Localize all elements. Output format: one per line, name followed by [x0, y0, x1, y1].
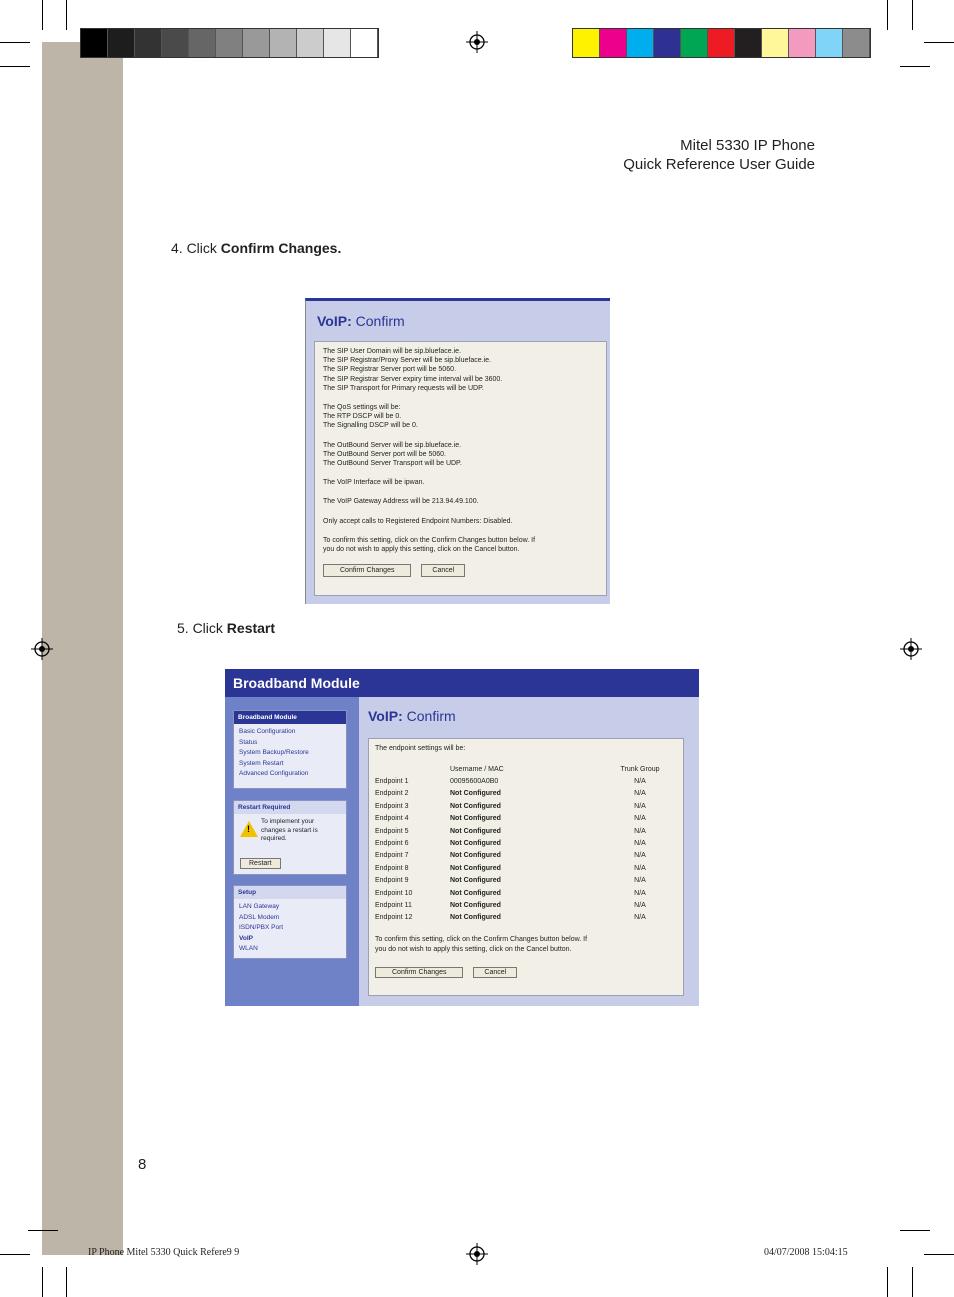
- table-cell: Not Configured: [450, 840, 501, 848]
- header-line-2: Quick Reference User Guide: [623, 156, 815, 173]
- table-row: [375, 862, 675, 874]
- table-cell: Endpoint 7: [375, 852, 409, 860]
- confirm-line: [323, 526, 598, 536]
- nav-box: [233, 710, 347, 789]
- table-cell: Not Configured: [450, 889, 501, 897]
- color-swatch: [600, 29, 627, 57]
- endpoint-intro: The endpoint settings will be:: [375, 745, 466, 752]
- grayscale-color-bar: [80, 28, 379, 58]
- crop-mark: [887, 1267, 888, 1297]
- sidebar: [225, 697, 359, 1006]
- endpoint-table-header: [375, 763, 675, 775]
- setup-link[interactable]: WLAN: [239, 945, 258, 952]
- cancel-button[interactable]: Cancel: [421, 564, 465, 577]
- color-swatch: [270, 29, 297, 57]
- broadband-module-screenshot: [225, 669, 699, 1006]
- table-cell: N/A: [634, 852, 646, 860]
- color-swatch: [762, 29, 789, 57]
- table-cell: Not Configured: [450, 901, 501, 909]
- confirm-line: [323, 431, 598, 441]
- table-cell: N/A: [634, 778, 646, 786]
- table-cell: Not Configured: [450, 914, 501, 922]
- table-cell: Not Configured: [450, 852, 501, 860]
- color-swatch: [708, 29, 735, 57]
- column-header: Trunk Group: [620, 765, 660, 773]
- confirm-line: The SIP User Domain will be sip.blueface.ie.: [323, 348, 461, 355]
- nav-link[interactable]: Advanced Configuration: [239, 770, 309, 777]
- table-row: [375, 899, 675, 911]
- nav-header: Broadband Module: [234, 711, 346, 724]
- table-cell: Endpoint 4: [375, 815, 409, 823]
- table-cell: Endpoint 12: [375, 914, 413, 922]
- nav-link[interactable]: System Backup/Restore: [239, 749, 309, 756]
- restart-message-line: changes a restart is: [261, 826, 318, 834]
- color-swatch: [135, 29, 162, 57]
- crop-mark: [28, 1230, 58, 1231]
- endpoint-table: [375, 763, 675, 924]
- setup-link[interactable]: ISDN/PBX Port: [239, 924, 284, 931]
- color-swatch: [297, 29, 324, 57]
- step-5-text: 5. Click: [177, 620, 227, 636]
- table-cell: Not Configured: [450, 864, 501, 872]
- nav-link[interactable]: System Restart: [239, 759, 284, 767]
- table-cell: N/A: [634, 840, 646, 848]
- table-cell: N/A: [634, 790, 646, 798]
- crop-mark: [42, 1267, 43, 1297]
- table-cell: N/A: [634, 889, 646, 897]
- crop-mark: [900, 1230, 930, 1231]
- registration-mark-icon: [900, 638, 922, 660]
- color-swatch: [816, 29, 843, 57]
- table-cell: N/A: [634, 914, 646, 922]
- registration-mark-icon: [31, 638, 53, 660]
- table-cell: Not Configured: [450, 815, 501, 823]
- margin-strip: [42, 42, 123, 1255]
- table-cell: Not Configured: [450, 827, 501, 835]
- color-swatch: [654, 29, 681, 57]
- crop-mark: [900, 66, 930, 67]
- step-5-bold: Restart: [226, 620, 276, 636]
- crop-mark: [0, 42, 30, 43]
- confirm-line: The OutBound Server port will be 5060.: [323, 450, 446, 458]
- confirm-line: [323, 468, 598, 478]
- confirm-note-line: To confirm this setting, click on the Confirm Changes button below. If: [375, 936, 588, 943]
- confirm-line: [323, 393, 598, 403]
- voip-confirm-title: [317, 313, 405, 329]
- table-cell: 00095600A0B0: [450, 778, 499, 786]
- color-swatch: [843, 29, 870, 57]
- table-cell: N/A: [634, 827, 646, 835]
- column-header: Username / MAC: [450, 765, 504, 773]
- confirm-line: [323, 507, 598, 517]
- crop-mark: [924, 42, 954, 43]
- table-row: [375, 850, 675, 862]
- confirm-line: The SIP Registrar/Proxy Server will be sip.blueface.ie.: [323, 357, 491, 365]
- confirm-line: The Signalling DSCP will be 0.: [323, 422, 418, 430]
- crop-mark: [42, 0, 43, 30]
- step-5-instruction: [177, 620, 275, 636]
- nav-items: [234, 724, 346, 780]
- table-cell: Endpoint 2: [375, 790, 409, 798]
- confirm-line: The QoS settings will be:: [323, 404, 401, 412]
- table-cell: N/A: [634, 877, 646, 885]
- confirm-changes-button[interactable]: Confirm Changes: [323, 564, 411, 577]
- color-swatch: [162, 29, 189, 57]
- restart-box: [233, 800, 347, 875]
- step-4-bold: Confirm Changes.: [220, 240, 342, 256]
- page-number: 8: [138, 1156, 147, 1173]
- table-cell: Endpoint 5: [375, 827, 409, 835]
- setup-header: Setup: [234, 886, 346, 899]
- cancel-button[interactable]: Cancel: [473, 967, 517, 978]
- restart-message-line: To implement your: [261, 818, 315, 825]
- color-swatch: [573, 29, 600, 57]
- table-cell: Endpoint 1: [375, 778, 409, 786]
- step-4-text: 4. Click: [171, 240, 221, 256]
- title-rest: Confirm: [402, 708, 456, 724]
- footer-timestamp: 04/07/2008 15:04:15: [764, 1247, 848, 1258]
- crop-mark: [912, 0, 913, 30]
- confirm-line: Only accept calls to Registered Endpoint Numbers: Disabled.: [323, 517, 513, 525]
- table-row: [375, 875, 675, 887]
- crop-mark: [912, 1267, 913, 1297]
- table-cell: Endpoint 6: [375, 840, 409, 848]
- title-rest: Confirm: [351, 313, 405, 329]
- crop-mark: [0, 66, 30, 67]
- voip-confirm-screenshot: [305, 298, 610, 604]
- crop-mark: [924, 1254, 954, 1255]
- confirm-note: [375, 935, 587, 955]
- color-swatch: [189, 29, 216, 57]
- table-row: [375, 837, 675, 849]
- confirm-line: The SIP Registrar Server port will be 5060.: [323, 366, 456, 374]
- nav-link[interactable]: Status: [239, 738, 258, 746]
- setup-items: [234, 899, 346, 955]
- table-cell: Not Configured: [450, 790, 501, 798]
- confirm-line: you do not wish to apply this setting, click on the Cancel button.: [323, 546, 520, 554]
- color-swatch: [351, 29, 378, 57]
- crop-mark: [66, 0, 67, 30]
- table-cell: N/A: [634, 901, 646, 909]
- confirm-line: The VoIP Gateway Address will be 213.94.49.100.: [323, 498, 479, 506]
- table-row: [375, 775, 675, 787]
- confirm-line: The OutBound Server will be sip.blueface.ie.: [323, 441, 462, 449]
- crop-mark: [66, 1267, 67, 1297]
- table-cell: N/A: [634, 864, 646, 872]
- table-row: [375, 887, 675, 899]
- table-cell: N/A: [634, 802, 646, 810]
- color-swatch: [735, 29, 762, 57]
- confirm-line: [323, 487, 598, 497]
- warning-icon: !: [240, 821, 258, 837]
- color-swatch: [216, 29, 243, 57]
- restart-header: Restart Required: [234, 801, 346, 814]
- confirm-line: The SIP Transport for Primary requests will be UDP.: [323, 384, 484, 392]
- confirm-line: The VoIP Interface will be ipwan.: [323, 479, 425, 487]
- table-cell: Endpoint 8: [375, 864, 409, 872]
- color-swatch: [681, 29, 708, 57]
- color-swatch: [324, 29, 351, 57]
- voip-confirm-title: [368, 708, 456, 724]
- confirm-line: The OutBound Server Transport will be UDP.: [323, 460, 462, 468]
- step-4-instruction: [171, 240, 341, 256]
- restart-button[interactable]: Restart: [240, 858, 281, 869]
- confirm-note-line: you do not wish to apply this setting, click on the Cancel button.: [375, 946, 572, 953]
- broadband-module-banner: Broadband Module: [225, 669, 699, 697]
- setup-link[interactable]: ADSL Modem: [239, 913, 280, 921]
- table-row: [375, 813, 675, 825]
- registration-mark-icon: [466, 31, 488, 53]
- crop-mark: [0, 1254, 30, 1255]
- table-cell: Endpoint 10: [375, 889, 413, 897]
- nav-link[interactable]: Basic Configuration: [239, 728, 296, 735]
- confirm-lines: [323, 347, 598, 554]
- crop-mark: [887, 0, 888, 30]
- color-swatch: [627, 29, 654, 57]
- table-cell: Endpoint 11: [375, 901, 412, 909]
- table-row: [375, 800, 675, 812]
- setup-link[interactable]: LAN Gateway: [239, 903, 280, 910]
- confirm-line: The SIP Registrar Server expiry time interval will be 3600.: [323, 375, 503, 383]
- color-swatch: [789, 29, 816, 57]
- setup-box: [233, 885, 347, 959]
- cmyk-color-bar: [572, 28, 871, 58]
- table-row: [375, 912, 675, 924]
- confirm-line: To confirm this setting, click on the Confirm Changes button below. If: [323, 536, 536, 544]
- table-cell: Not Configured: [450, 877, 501, 885]
- endpoint-panel: [368, 738, 684, 996]
- document-header: [623, 136, 815, 174]
- table-row: [375, 788, 675, 800]
- restart-message: [261, 818, 318, 844]
- color-swatch: [108, 29, 135, 57]
- title-bold: VoIP:: [317, 313, 352, 329]
- registration-mark-icon: [466, 1243, 488, 1265]
- color-swatch: [243, 29, 270, 57]
- table-cell: Endpoint 9: [375, 877, 409, 885]
- confirm-line: The RTP DSCP will be 0.: [323, 413, 402, 421]
- table-cell: Not Configured: [450, 802, 501, 810]
- setup-link[interactable]: VoIP: [239, 934, 253, 942]
- table-row: [375, 825, 675, 837]
- color-swatch: [81, 29, 108, 57]
- confirm-changes-button[interactable]: Confirm Changes: [375, 967, 463, 978]
- table-cell: N/A: [634, 815, 646, 823]
- restart-message-line: required.: [261, 835, 287, 842]
- confirm-panel: [314, 341, 607, 596]
- table-cell: Endpoint 3: [375, 802, 409, 810]
- footer-file-info: IP Phone Mitel 5330 Quick Refere9 9: [88, 1247, 240, 1258]
- column-header: [375, 763, 450, 775]
- header-line-1: Mitel 5330 IP Phone: [680, 137, 815, 154]
- title-bold: VoIP:: [368, 708, 403, 724]
